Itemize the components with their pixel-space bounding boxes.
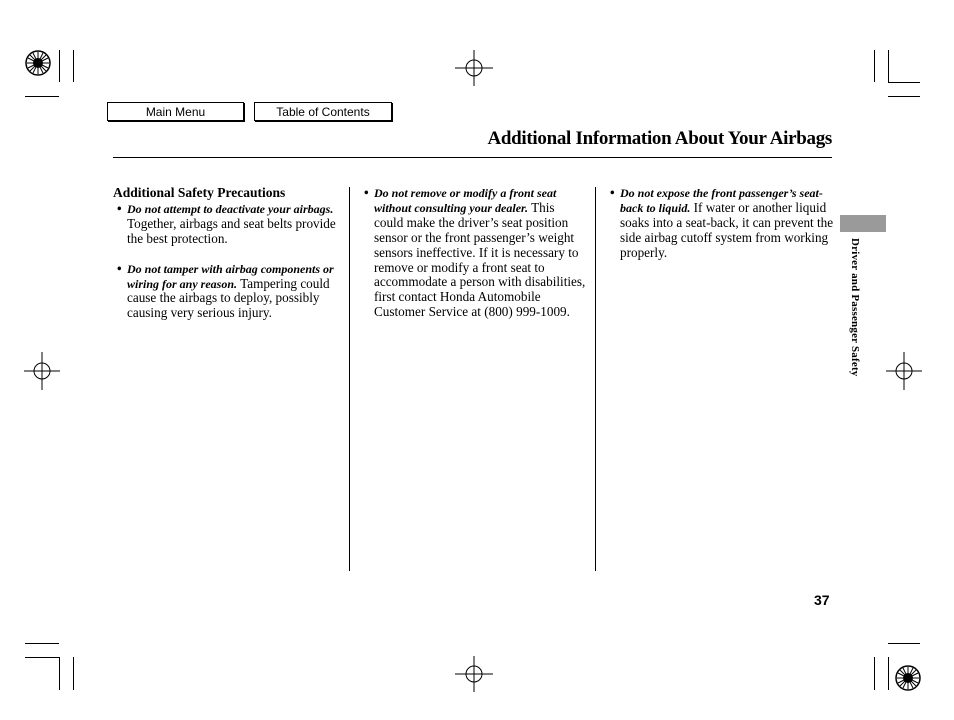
registration-crosshair-left — [24, 352, 60, 390]
registration-crosshair-right — [886, 352, 922, 390]
column-divider — [349, 187, 350, 571]
column-3 — [606, 186, 834, 261]
list-item: • Do not attempt to deactivate your airbags. Together, airbags and seat belts provide the best protection. — [117, 200, 336, 246]
title-rule — [113, 157, 832, 158]
registration-target-bottom-right — [894, 664, 922, 692]
registration-crosshair-bottom — [455, 656, 493, 692]
registration-target-top-left — [24, 49, 52, 77]
column-2 — [360, 186, 586, 320]
page-number: 37 — [814, 592, 830, 608]
section-tab-marker — [840, 215, 886, 232]
column-1 — [113, 186, 341, 321]
section-tab-label: Driver and Passenger Safety — [849, 238, 861, 377]
column-divider — [595, 187, 596, 571]
table-of-contents-button[interactable]: Table of Contents — [254, 102, 392, 121]
list-item: • Do not expose the front passenger’s seat-back to liquid. If water or another liquid soaks into a seat-back, it can prevent the side airbag cutoff system from working properly. — [610, 185, 834, 260]
registration-crosshair-top — [455, 50, 493, 86]
list-item: • Do not tamper with airbag components or wiring for any reason. Tampering could cause the airbags to deploy, possibly causing very serious injury. — [117, 260, 334, 321]
page-title: Additional Information About Your Airbags — [487, 128, 832, 149]
section-heading: Additional Safety Precautions — [113, 185, 286, 200]
main-menu-button[interactable]: Main Menu — [107, 102, 244, 121]
list-item: • Do not remove or modify a front seat without consulting your dealer. This could make the driver’s seat position sensor or the front passenger’s weight sensors ineffective. If it is necessary to remove or modify a front seat to accommodate a person with disabilities, first contact Honda Automobile Customer Service at (800) 999-1009. — [364, 185, 586, 320]
